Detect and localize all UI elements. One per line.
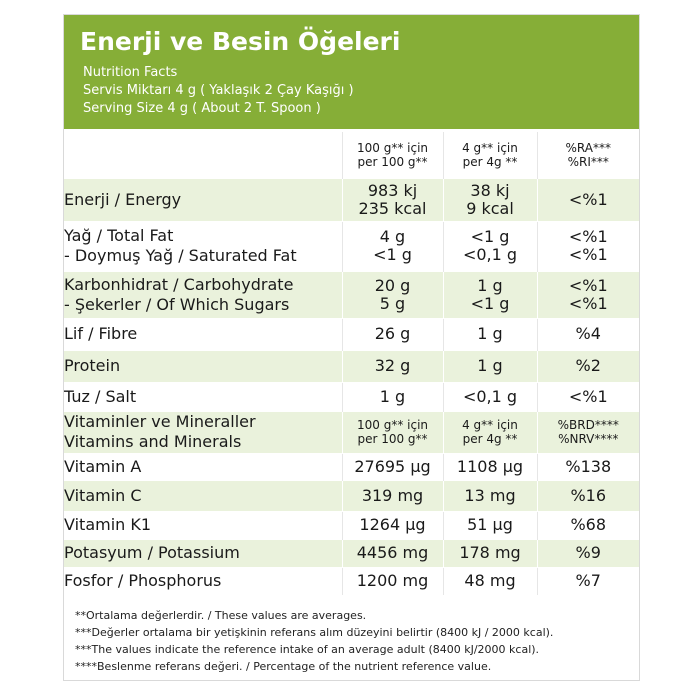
- per4-value: [443, 221, 537, 271]
- ri-value: %16: [537, 480, 639, 511]
- per100-value: 1264 μg: [342, 511, 443, 539]
- per4-value: 1108 μg: [443, 453, 537, 480]
- row-label: Vitamin C: [64, 480, 342, 511]
- per4-value: 13 mg: [443, 480, 537, 511]
- sugars-label: - Şekerler / Of Which Sugars: [64, 294, 290, 314]
- footnotes: [75, 607, 553, 675]
- per100-header: [342, 411, 443, 453]
- energy-kcal-4: 9 kcal: [466, 198, 514, 218]
- sugars-ri: <%1: [568, 293, 608, 313]
- nutrition-facts-panel: [63, 14, 640, 681]
- vm-per4-en: per 4g **: [462, 432, 518, 446]
- ri-value: %4: [537, 318, 639, 350]
- saturated-fat-ri: <%1: [568, 245, 608, 264]
- table-row-vitamin-a: [64, 453, 639, 480]
- sugars-4: <1 g: [470, 293, 510, 313]
- per100-header-tr: 100 g** için: [356, 140, 429, 155]
- per100-value: [342, 178, 443, 221]
- fat-100: 4 g: [379, 227, 406, 246]
- fat-4: <1 g: [470, 227, 510, 246]
- ri-value: %7: [537, 567, 639, 594]
- per4-value: [443, 178, 537, 221]
- per100-value: 4456 mg: [342, 539, 443, 567]
- row-label: Lif / Fibre: [64, 318, 342, 350]
- carbohydrate-label: Karbonhidrat / Carbohydrate: [64, 274, 294, 294]
- table-row-vitamin-c: [64, 480, 639, 511]
- per100-header: [342, 132, 443, 178]
- ri-value: %2: [537, 350, 639, 382]
- per4-value: 48 mg: [443, 567, 537, 594]
- per4-value: 1 g: [443, 318, 537, 350]
- per100-value: [342, 271, 443, 318]
- footnote-reference-intake-en: ***The values indicate the reference intake of an average adult (8400 kJ/2000 kcal).: [75, 643, 540, 656]
- per4-value: [443, 271, 537, 318]
- row-label: Fosfor / Phosphorus: [64, 567, 342, 594]
- ri-header: [537, 132, 639, 178]
- energy-kcal-100: 235 kcal: [358, 198, 427, 218]
- vitamins-minerals-label-en: Vitamins and Minerals: [64, 432, 242, 451]
- footnote-averages: **Ortalama değerlerdir. / These values are averages.: [75, 609, 367, 622]
- per4-value: 178 mg: [443, 539, 537, 567]
- row-label: Vitamin A: [64, 453, 342, 480]
- vm-per100-tr: 100 g** için: [356, 418, 429, 432]
- saturated-fat-4: <0,1 g: [462, 245, 518, 264]
- header-banner: [64, 15, 639, 129]
- table-row-fibre: [64, 318, 639, 350]
- table-row-potassium: [64, 539, 639, 567]
- row-label: Tuz / Salt: [64, 382, 342, 411]
- header-empty-cell: [64, 132, 342, 178]
- vitamins-minerals-label-tr: Vitaminler ve Mineraller: [64, 412, 256, 431]
- energy-kj-100: 983 kj: [367, 180, 418, 200]
- panel-title: Enerji ve Besin Öğeleri: [80, 27, 401, 56]
- row-label: Vitamin K1: [64, 511, 342, 539]
- column-header-row: [64, 132, 639, 178]
- per4-value: <0,1 g: [443, 382, 537, 411]
- row-label: [64, 271, 342, 318]
- per4-header-en: per 4g **: [462, 154, 518, 169]
- row-label: Enerji / Energy: [64, 178, 342, 221]
- vm-brd: %BRD****: [557, 418, 619, 432]
- table-row-phosphorus: [64, 567, 639, 594]
- carbohydrate-100: 20 g: [374, 275, 411, 295]
- table-row-energy: [64, 178, 639, 221]
- per100-value: 1 g: [342, 382, 443, 411]
- per4-value: 51 μg: [443, 511, 537, 539]
- saturated-fat-label: - Doymuş Yağ / Saturated Fat: [64, 246, 297, 265]
- ri-header-tr: %RA***: [565, 140, 611, 155]
- table-row-protein: [64, 350, 639, 382]
- vm-nrv: %NRV****: [558, 432, 619, 446]
- nutrition-table: [64, 132, 639, 595]
- table-row-carbohydrate: [64, 271, 639, 318]
- table-row-vitamin-k1: [64, 511, 639, 539]
- per100-value: 319 mg: [342, 480, 443, 511]
- fat-ri: <%1: [568, 227, 608, 246]
- nrv-header: [537, 411, 639, 453]
- table-row-fat: [64, 221, 639, 271]
- row-label: Potasyum / Potassium: [64, 539, 342, 567]
- vm-per100-en: per 100 g**: [357, 432, 428, 446]
- ri-value: %68: [537, 511, 639, 539]
- per100-value: 27695 μg: [342, 453, 443, 480]
- per4-value: 1 g: [443, 350, 537, 382]
- table-row-salt: [64, 382, 639, 411]
- ri-value: [537, 221, 639, 271]
- row-label: Protein: [64, 350, 342, 382]
- table-row-vitamins-minerals-header: [64, 411, 639, 453]
- row-label: [64, 221, 342, 271]
- sugars-100: 5 g: [379, 293, 406, 313]
- per100-value: 1200 mg: [342, 567, 443, 594]
- ri-value: [537, 271, 639, 318]
- per100-value: 26 g: [342, 318, 443, 350]
- serving-size-en: Serving Size 4 g ( About 2 T. Spoon ): [83, 101, 321, 116]
- footnote-nrv: ****Beslenme referans değeri. / Percentage of the nutrient reference value.: [75, 660, 492, 673]
- vm-per4-tr: 4 g** için: [462, 418, 518, 432]
- row-label: [64, 411, 342, 453]
- fat-label: Yağ / Total Fat: [64, 226, 174, 245]
- footnote-reference-intake-tr: ***Değerler ortalama bir yetişkinin referans alım düzeyini belirtir (8400 kJ / 2000 kcal).: [75, 626, 554, 639]
- per100-value: [342, 221, 443, 271]
- per100-value: 32 g: [342, 350, 443, 382]
- ri-value: <%1: [537, 382, 639, 411]
- carbohydrate-4: 1 g: [477, 275, 503, 295]
- per4-header: [443, 132, 537, 178]
- per4-header: [443, 411, 537, 453]
- ri-value: %9: [537, 539, 639, 567]
- serving-size-tr: Servis Miktarı 4 g ( Yaklaşık 2 Çay Kaşığı ): [83, 83, 354, 98]
- carbohydrate-ri: <%1: [568, 275, 608, 295]
- per4-header-tr: 4 g** için: [462, 140, 518, 155]
- ri-value: <%1: [537, 178, 639, 221]
- saturated-fat-100: <1 g: [373, 245, 412, 264]
- per100-header-en: per 100 g**: [357, 154, 428, 169]
- subtitle-nutrition-facts: Nutrition Facts: [83, 65, 178, 80]
- ri-header-en: %RI***: [567, 154, 609, 169]
- ri-value: %138: [537, 453, 639, 480]
- energy-kj-4: 38 kj: [470, 180, 510, 200]
